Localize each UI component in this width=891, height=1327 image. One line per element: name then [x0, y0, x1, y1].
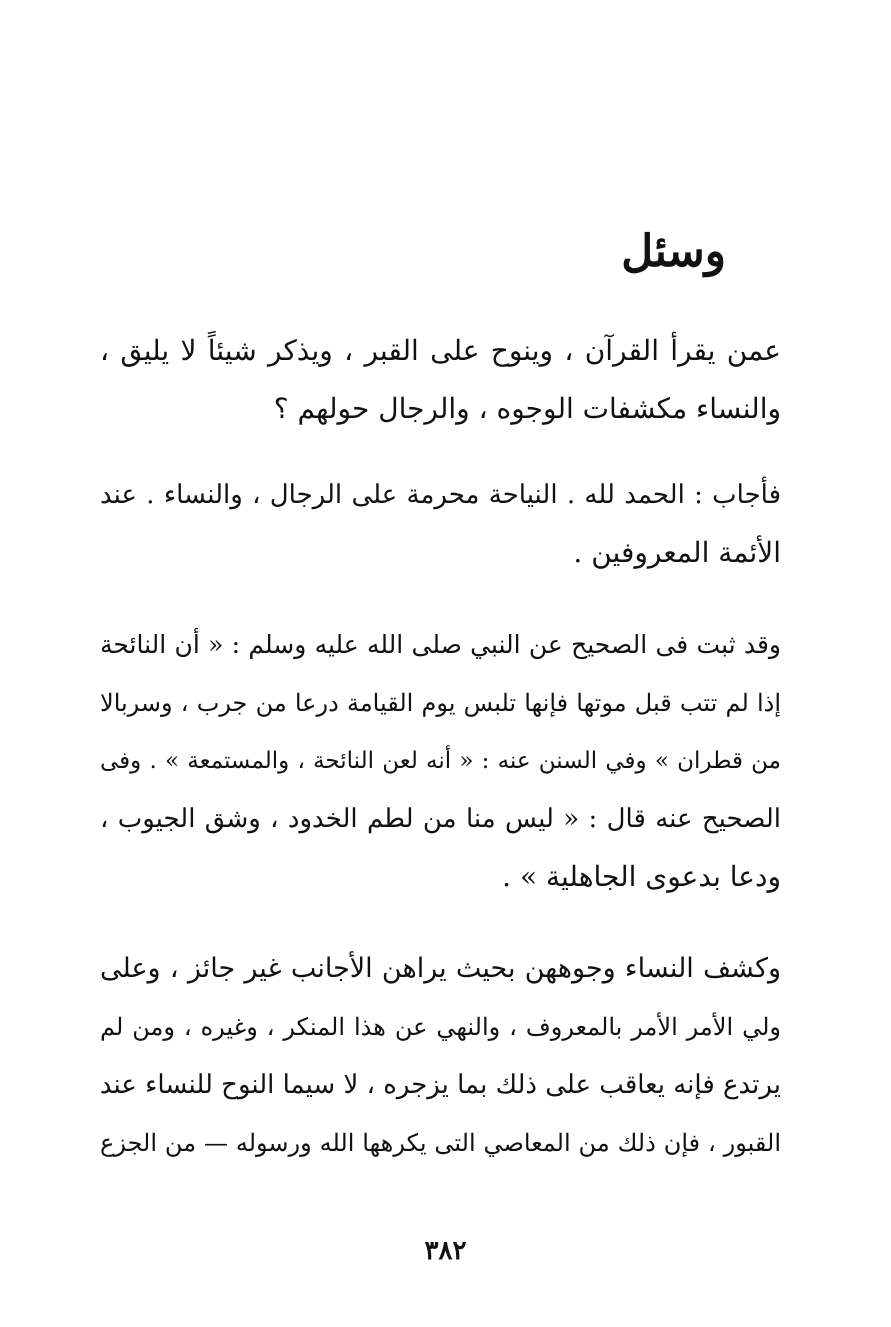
body-text	[100, 322, 781, 1202]
text-line: ودعا بدعوى الجاهلية » .	[502, 860, 781, 893]
paragraph-unveiling	[100, 940, 781, 1172]
text-line: القبور ، فإن ذلك من المعاصي التى يكرهها الله ورسوله — من الجزع	[100, 1129, 781, 1157]
text-line: يرتدع فإنه يعاقب على ذلك بما يزجره ، لا سيما النوح للنساء عند	[99, 1070, 781, 1100]
paragraph-answer	[100, 466, 781, 582]
text-line: الأئمة المعروفين .	[573, 536, 781, 569]
text-line: ولي الأمر الأمر بالمعروف ، والنهي عن هذا المنكر ، وغيره ، ومن لم	[100, 1013, 781, 1041]
text-line: والنساء مكشفات الوجوه ، والرجال حولهم ؟	[273, 392, 781, 425]
text-line: عمن يقرأ القرآن ، وينوح على القبر ، ويذكر شيئاً لا يليق ،	[100, 334, 781, 367]
text-line: وقد ثبت فى الصحيح عن النبي صلى الله عليه وسلم : « أن النائحة	[100, 630, 781, 659]
paragraph-hadith	[100, 616, 781, 906]
section-heading: وسئل	[621, 226, 726, 277]
text-line: إذا لم تتب قبل موتها فإنها تلبس يوم القيامة درعا من جرب ، وسربالا	[100, 689, 781, 717]
page-number: ٣٨٢	[424, 1236, 467, 1266]
paragraph-question	[100, 322, 781, 438]
text-line: الصحيح عنه قال : « ليس منا من لطم الخدود ، وشق الجيوب ،	[100, 804, 781, 834]
text-line: فأجاب : الحمد لله . النياحة محرمة على الرجال ، والنساء . عند	[100, 480, 781, 510]
text-line: من قطران » وفي السنن عنه : « أنه لعن النائحة ، والمستمعة » . وفى	[100, 748, 781, 774]
text-line: وكشف النساء وجوههن بحيث يراهن الأجانب غير جائز ، وعلى	[100, 953, 781, 984]
